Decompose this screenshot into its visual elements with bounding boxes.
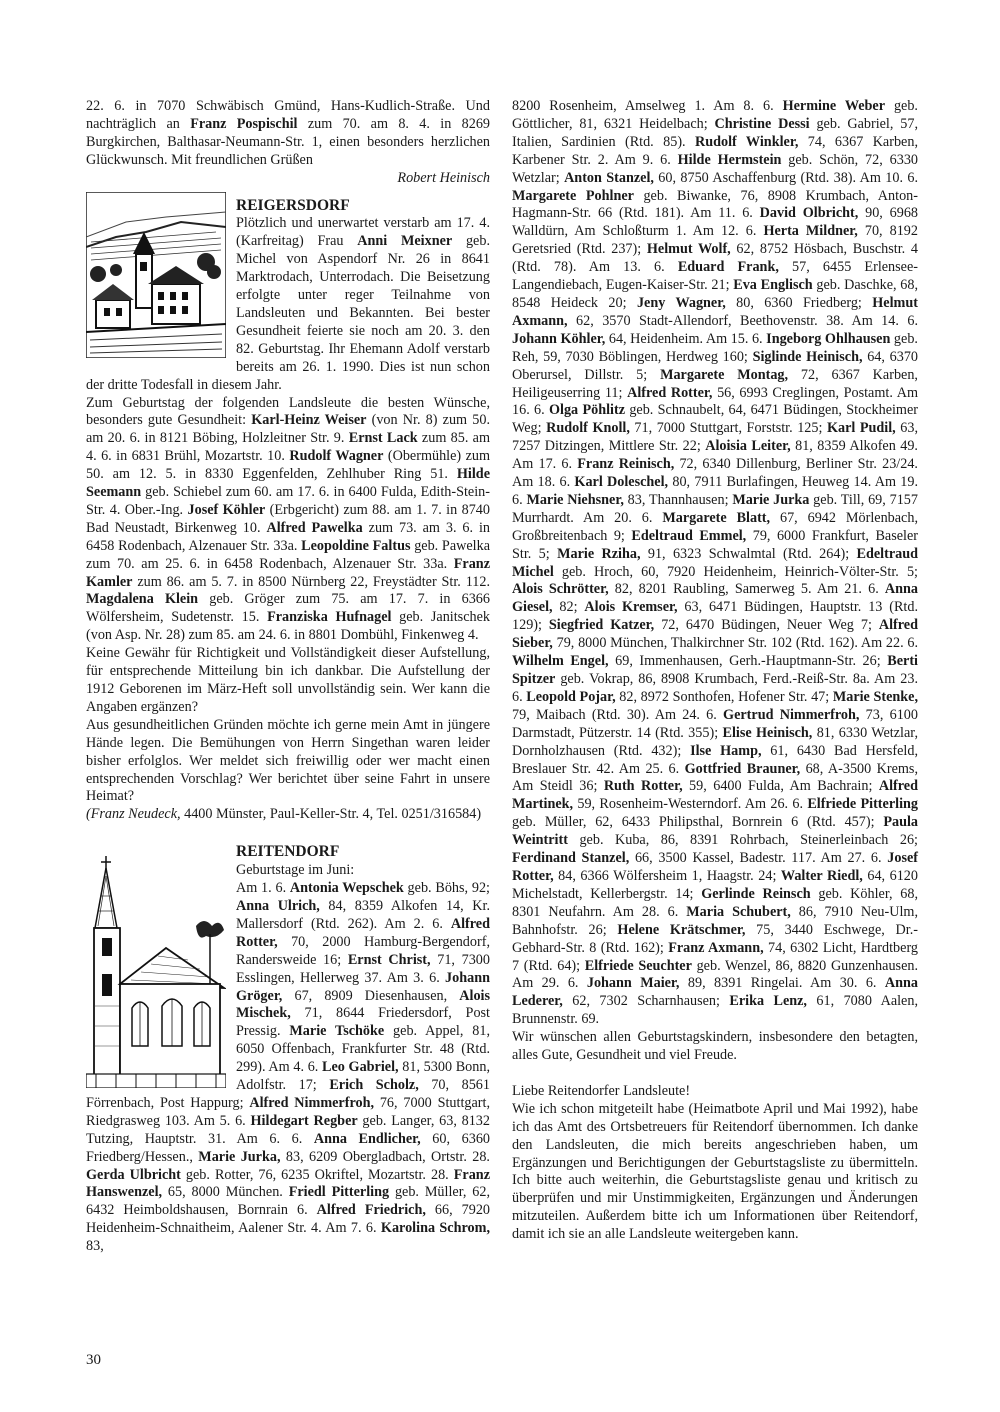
text-run: geb. Biwanke, 76, 8908 Krumbach, Anton-Hagmann-Str. 66 (Rtd. 181). Am 11. 6. <box>512 187 919 222</box>
person-name: Marie Jurka, <box>198 1148 281 1165</box>
text-run: 66, 7920 Heidenheim-Schnaitheim, Aalener Str. 4. Am 7. 6. <box>86 1202 491 1237</box>
person-name: Siegfried Katzer, <box>548 617 655 634</box>
person-name: Gottfried Brauner, <box>684 760 801 777</box>
person-name: Helmut Wolf, <box>646 241 731 258</box>
text-run: 64, 6120 Michelstadt, Kellerbergstr. 14; <box>512 867 918 902</box>
text-run: 66, 3500 Kassel, Badestr. 117. Am 27. 6. <box>629 850 888 867</box>
text-run: 62, 8752 Hösbach, Buschstr. 4 (Rtd. 78). Am 13. 6. <box>512 241 918 276</box>
person-name: Jeny Wagner, <box>636 294 726 311</box>
person-name: Marie Rziha, <box>557 545 641 562</box>
text-run: 59, Rosenheim-Westerndorf. Am 26. 6. <box>573 796 808 813</box>
text-run: Plötzlich und unerwartet verstarb am 17. 4. (Karfreitag) Frau <box>236 215 490 250</box>
reitendorf-birthdays-continued <box>512 98 918 1029</box>
text-run: 81, 8359 Alkofen 49. Am 17. 6. <box>512 438 918 473</box>
text-run: geb. Schiebel zum 60. am 17. 6. in 6400 Fulda, Edith-Stein-Str. 4. Ober.-Ing. <box>86 484 490 518</box>
text-run: 72, 6340 Dillenburg, Berliner Str. 23/24. Am 18. 6. <box>512 456 918 491</box>
person-name: David Olbricht, <box>759 205 859 222</box>
person-name: Hildegart Regber <box>250 1112 358 1129</box>
text-run: 60, 6360 Friedberg/Hessen., <box>86 1130 491 1165</box>
person-name: Franz Kamler <box>86 555 490 590</box>
text-run: 84, 6366 Wölfersheim 1, Haagstr. 24; <box>553 867 781 884</box>
person-name: Magdalena Klein <box>86 591 199 608</box>
text-run: 81, 6330 Wetzlar, Dornholzhausen (Rtd. 432); <box>512 724 918 759</box>
text-run: 69, Immenhausen, Gerh.-Hauptmann-Str. 26; <box>608 653 888 670</box>
text-run: 84, 8359 Alkofen 14, Kr. Mallersdorf (Rtd. 262). Am 2. 6. <box>236 897 490 932</box>
person-name: Johann Köhler, <box>512 330 606 347</box>
text-run: Am 1. 6. <box>236 880 290 897</box>
person-name: Anna Lederer, <box>512 975 919 1010</box>
text-run: geb. Schnaubelt, 64, 6471 Büdingen, Stockheimer Weg; <box>512 402 918 437</box>
text-run: 82, 8201 Raubling, Samerweg 5. Am 21. 6. <box>608 581 885 598</box>
person-name: Elfriede Pitterling <box>807 796 918 813</box>
person-name: Helene Krätschmer, <box>617 921 746 938</box>
text-run: 75, 3440 Eschwege, Dr.-Gebhard-Str. 8 (Rtd. 162); <box>512 921 918 956</box>
text-run: geb. Langer, 63, 8132 Tutzing, Hauptstr. 31. Am 6. 6. <box>86 1112 490 1147</box>
person-name: Ernst Christ, <box>347 951 431 968</box>
text-run: 90, 6968 Walldürn, Am Schloßturm 1. Am 12. 6. <box>512 205 919 240</box>
text-run: 71, 7000 Stuttgart, Forststr. 125; <box>629 420 827 437</box>
person-name: Gerlinde Reinsch <box>701 885 811 902</box>
text-run: 61, 6430 Bad Hersfeld, Breslauer Str. 42. Am 25. 6. <box>512 742 919 777</box>
text-run: 68, A-3500 Krems, Am Steidl 36; <box>512 760 919 795</box>
text-run: zum 86. am 5. 7. in 8500 Nürnberg 22, Freystädter Str. 112. <box>132 573 490 590</box>
text-run: zum 85. am 4. 6. in 6831 Brühl, Mozartstr. 10. <box>86 430 490 465</box>
text-run: geb. Daschke, 68, 8548 Heideck 20; <box>512 277 918 311</box>
signature-line <box>86 170 490 188</box>
right-column <box>512 98 918 1244</box>
text-run: 70, 2000 Hamburg-Bergendorf, Randersweide 16; <box>236 933 490 968</box>
person-name: Alfred Martinek, <box>512 778 918 813</box>
person-name: Hilde Seemann <box>86 466 490 501</box>
text-run: 67, 8909 Diesenhausen, <box>282 987 460 1004</box>
person-name: Margarete Pohlner <box>512 187 634 204</box>
text-run: 76, 7000 Stuttgart, Riedgrasweg 103. Am 5. 6. <box>86 1094 490 1129</box>
text-run: 79, 6000 Frankfurt, Baseler Str. 5; <box>512 527 918 562</box>
reigersdorf-heading: REIGERSDORF <box>236 196 350 214</box>
text-run: geb. Wenzel, 86, 8820 Gunzenhausen. Am 29. 6. <box>512 957 919 992</box>
text-run: 8200 Rosenheim, Amselweg 1. Am 8. 6. <box>512 98 783 114</box>
person-name: Rudolf Knoll, <box>546 420 630 437</box>
person-name: Hermine Weber <box>782 98 886 114</box>
person-name: Berti Spitzer <box>512 653 918 687</box>
person-name: Leopoldine Faltus <box>301 537 411 554</box>
person-name: Ernst Lack <box>348 430 418 447</box>
text-run: 64, 6370 Oberursel, Dillstr. 5; <box>512 348 919 383</box>
text-run: 79, Maibach (Rtd. 30). Am 24. 6. <box>512 706 724 723</box>
person-name: Gerda Ulbricht <box>86 1166 181 1183</box>
person-name: Rudolf Wagner <box>289 448 384 465</box>
text-run: geb. Vokrap, 86, 8908 Krumbach, Ferd.-Reiß-Str. 8a. Am 23. 6. <box>512 671 918 705</box>
person-name: Erich Scholz, <box>329 1077 419 1094</box>
reigersdorf-resignation: Aus gesundheitlichen Gründen möchte ich gerne mein Amt in jüngere Hände legen. Die Bemühungen von Herrn Singethan waren leider bisher erfolglos. Wer meldet sich freiwillig oder wer macht einen entsprechenden Vorschlag? Wer berichtet über seine Fahrt in unsere Heimat? <box>86 716 490 805</box>
person-name: Paula Weintritt <box>512 814 918 849</box>
text-run: geb. Appel, 81, 6050 Offenbach, Frankfurter Str. 48 (Rtd. 299). Am 4. 6. <box>236 1023 490 1076</box>
reigersdorf-illustration <box>86 192 226 358</box>
person-name: Alfred Friedrich, <box>316 1202 426 1219</box>
person-name: Rudolf Winkler, <box>695 133 799 150</box>
text-run: 73, 6100 Darmstadt, Pützerstr. 14 (Rtd. 355); <box>512 706 918 741</box>
text-run: 82; <box>552 599 585 616</box>
person-name: Elise Heinisch, <box>722 724 813 741</box>
text-run: 81, 5300 Bonn, Adolfstr. 17; <box>236 1059 490 1094</box>
text-run: 72, 6367 Karben, Heiligeuserring 11; <box>512 366 918 401</box>
person-name: Anton Stanzel, <box>564 169 654 186</box>
text-run: geb. Rotter, 76, 6235 Okriftel, Mozartstr. 28. <box>180 1166 454 1183</box>
text-run: 61, 7080 Aalen, Brunnenstr. 69. <box>512 993 918 1028</box>
person-name: Johann Gröger, <box>236 969 490 1004</box>
left-column <box>86 98 490 1256</box>
text-run: 74, 6367 Karben, Karbener Str. 2. Am 9. 6. <box>512 133 918 168</box>
person-name: Karl Pudil, <box>826 420 896 437</box>
text-run: geb. Pawelka zum 70. am 25. 6. in 6458 Rodenbach, Alzenauer Str. 33a. <box>86 537 490 572</box>
person-name: Anna Endlicher, <box>313 1130 421 1147</box>
person-name: Erika Lenz, <box>729 993 807 1010</box>
text-run: geb. Göttlicher, 81, 6321 Heidelbach; <box>512 98 918 132</box>
text-run: 59, 6400 Fulda, Am Bachrain; <box>682 778 879 795</box>
text-run: Zum Geburtstag der folgenden Landsleute die besten Wünsche, besonders gute Gesundheit: <box>86 394 490 429</box>
text-run: geb. Gabriel, 57, Italien, Sardinien (Rtd. 85). <box>512 115 918 150</box>
person-name: Friedl Pitterling <box>288 1184 390 1201</box>
person-name: Anni Meixner <box>357 233 453 250</box>
person-name: Karl-Heinz Weiser <box>251 412 367 429</box>
person-name: Josef Köhler <box>187 501 266 518</box>
person-name: Wilhelm Engel, <box>512 653 609 670</box>
person-name: Alois Mischek, <box>236 987 490 1022</box>
person-name: Ruth Rotter, <box>603 778 683 795</box>
text-run: 62, 3570 Stadt-Allendorf, Beethovenstr. 38. Am 14. 6. <box>567 312 918 329</box>
text-run: 60, 8750 Aschaffenburg (Rtd. 38). Am 10. 6. <box>653 169 919 186</box>
person-name: Franziska Hufnagel <box>267 609 392 626</box>
person-name: Alfred Sieber, <box>512 617 918 652</box>
signature: Robert Heinisch <box>397 169 490 186</box>
person-name: Marie Niehsner, <box>526 491 624 508</box>
person-name: Gertrud Nimmerfroh, <box>723 706 860 723</box>
text-run: 57, 6455 Erlensee-Langendiebach, Eugen-Kaiser-Str. 21; <box>512 259 918 294</box>
person-name: Leo Gabriel, <box>322 1059 399 1076</box>
person-name: Edeltraud Michel <box>512 545 918 580</box>
person-name: Ferdinand Stanzel, <box>512 850 630 867</box>
text-run: 79, 8000 München, Thalkirchner Str. 102 (Rtd. 162). Am 22. 6. <box>552 635 918 652</box>
reigersdorf-contact <box>86 806 490 824</box>
person-name: Franz Reinisch, <box>577 456 675 473</box>
text-run: geb. Michel von Aspendorf Nr. 26 in 8641 Marktrodach, Unterrodach. Die Beisetzung erfolgte unter reger Teilnahme von Landsleuten und Bekannten. Bei bester Gesundheit feierte sie noch am 20. 3. den 82. Geburtstag. Ihr Ehemann Adolf verstarb bereits am 26. 1. 1990. Dies ist nun schon der dritte Todesfall in diesem Jahr. <box>86 233 490 393</box>
text-run: 80, 6360 Friedberg; <box>725 294 873 311</box>
person-name: Marie Tschöke <box>289 1023 385 1040</box>
person-name: Olga Pöhlitz <box>548 402 626 419</box>
person-name: Eva Englisch <box>733 277 813 294</box>
text-run: (Erbgericht) zum 88. am 1. 7. in 8740 Bad Neustadt, Birkenweg 10. <box>86 501 490 536</box>
text-run: 74, 6302 Licht, Hardtberg 7 (Rtd. 64); <box>512 939 918 974</box>
person-name: Hilde Hermstein <box>677 151 782 168</box>
text-run: 72, 6470 Büdingen, Neuer Weg 7; <box>654 617 879 634</box>
letter-greeting: Liebe Reitendorfer Landsleute! <box>512 1082 691 1099</box>
text-run: 89, 8391 Ringelai. Am 30. 6. <box>679 975 885 992</box>
text-run: 65, 8000 München. <box>162 1184 289 1201</box>
text-run: 71, 8644 Friedersdorf, Post Pressig. <box>236 1005 490 1040</box>
person-name: Eduard Frank, <box>677 259 779 276</box>
text-run: (Obermühle) zum 50. am 12. 5. in 8330 Eggenfelden, Zehlhuber Ring 51. <box>86 448 490 483</box>
page-number: 30 <box>86 1352 101 1368</box>
text-run: 83, Thannhausen; <box>623 491 733 508</box>
text-run: geb. Hroch, 60, 7920 Heidenheim, Heinrich-Völter-Str. 5; <box>553 563 918 580</box>
text-run: 64, Heidenheim. Am 15. 6. <box>605 330 767 347</box>
text-run: 4400 Münster, Paul-Keller-Str. 4, Tel. 0251/316584) <box>180 806 482 823</box>
text-run: geb. Kuba, 86, 8391 Rohrbach, Steinerleinbach 26; <box>567 832 918 849</box>
person-name: Elfriede Seuchter <box>584 957 692 974</box>
person-name: Aloisia Leiter, <box>705 438 791 455</box>
text-run: 22. 6. in 7070 Schwäbisch Gmünd, Hans-Kudlich-Straße. Und nachträglich an <box>86 98 490 132</box>
person-name: Marie Jurka <box>732 491 810 508</box>
text-run: zum 70. am 8. 4. in 8269 Burgkirchen, Balthasar-Neumann-Str. 1, einen besonders herzlichen Glückwunsch. Mit freundlichen Grüßen <box>86 115 491 168</box>
person-name: Christine Dessi <box>714 115 810 132</box>
text-run: geb. Müller, 62, 6432 Heimboldshausen, Bornrain 6. <box>86 1184 490 1219</box>
person-name: Josef Rotter, <box>512 850 918 884</box>
text-run: zum 73. am 3. 6. in 6458 Rodenbach, Alzenauer Str. 33a. <box>86 519 490 554</box>
reigersdorf-disclaimer: Keine Gewähr für Richtigkeit und Vollständigkeit dieser Aufstellung, für entsprechende Mitteilung bin ich dankbar. Die Aufstellung der 1912 Geborenen im März-Heft soll unvollständig sein. Wer kann die Angaben ergänzen? <box>86 645 490 715</box>
text-run: 86, 7910 Neu-Ulm, Bahnhofstr. 26; <box>512 903 918 938</box>
person-name: Antonia Wepschek <box>289 880 404 897</box>
reitendorf-heading: REITENDORF <box>236 843 340 861</box>
text-run: 70, 8192 Geretsried (Rtd. 237); <box>512 223 918 258</box>
text-run: geb. Müller, 62, 6433 Philipsthal, Bornrein 6 (Rtd. 457); <box>512 814 884 831</box>
intro-paragraph <box>86 98 490 170</box>
person-name: Anna Giesel, <box>512 581 919 616</box>
person-name: Marie Stenke, <box>832 688 918 705</box>
reigersdorf-birthdays <box>86 395 490 646</box>
person-name: Edeltraud Emmel, <box>631 527 747 544</box>
person-name: Herta Mildner, <box>763 223 858 240</box>
person-name: Alois Kremser, <box>584 599 678 616</box>
person-name: Siglinde Heinisch, <box>752 348 863 365</box>
text-run: 56, 6993 Creglingen, Postamt. Am 16. 6. <box>512 384 918 419</box>
person-name: Franz Pospischil <box>190 115 298 132</box>
person-name: Franz Axmann, <box>668 939 764 956</box>
text-run: 70, 8561 Förrenbach, Post Happurg; <box>86 1077 490 1111</box>
person-name: Helmut Axmann, <box>512 294 918 329</box>
person-name: Alfred Rotter, <box>236 915 490 950</box>
text-run: 80, 7911 Burlafingen, Heuweg 14. Am 19. 6. <box>512 474 918 508</box>
text-run: 83, 6209 Obergladbach, Ortstr. 28. <box>280 1148 490 1165</box>
text-run: 63, 7257 Ditzingen, Mittlere Str. 22; <box>512 420 918 455</box>
text-run: 83, <box>86 1238 104 1255</box>
person-name: Walter Riedl, <box>780 867 863 884</box>
text-run: (von Nr. 8) zum 50. am 20. 6. in 8121 Böbing, Holzleitner Str. 9. <box>86 412 490 447</box>
person-name: Alois Schrötter, <box>512 581 609 598</box>
text-run: geb. Reh, 59, 7030 Böblingen, Herdweg 160; <box>512 330 918 365</box>
text-run: 91, 6323 Schwalmtal (Rtd. 264); <box>640 545 857 562</box>
reitendorf-illustration <box>86 856 226 1088</box>
person-name: Margarete Blatt, <box>662 509 771 526</box>
person-name: Karolina Schrom, <box>380 1220 490 1237</box>
person-name: Margarete Montag, <box>660 366 789 383</box>
person-name: Anna Ulrich, <box>236 897 320 914</box>
person-name: Alfred Rotter, <box>627 384 713 401</box>
text-run: 67, 6942 Mörlenbach, Großbreitenbach 9; <box>512 509 918 544</box>
text-run: geb. Till, 69, 7157 Murrhardt. Am 20. 6. <box>512 491 918 526</box>
person-name: Alfred Pawelka <box>266 519 363 536</box>
text-run: 62, 7302 Scharnhausen; <box>562 993 730 1010</box>
text-run: geb. Köhler, 68, 8301 Neufahrn. Am 28. 6. <box>512 885 918 920</box>
text-run: geb. Schön, 72, 6330 Wetzlar; <box>512 151 919 186</box>
text-run: 63, 6471 Büdingen, Hauptstr. 13 (Rtd. 129); <box>512 599 918 634</box>
text-run: 71, 7300 Esslingen, Hellerweg 37. Am 3. 6. <box>236 951 490 986</box>
text-run: 82, 8972 Sonthofen, Hofener Str. 47; <box>615 688 833 705</box>
person-name: Leopold Pojar, <box>526 688 616 705</box>
person-name: Ingeborg Ohlhausen <box>766 330 891 347</box>
text-run: (Franz Neudeck, <box>86 806 181 823</box>
wishes-paragraph: Wir wünschen allen Geburtstagskindern, insbesondere den betagten, alles Gute, Gesundheit und viel Freude. <box>512 1029 918 1064</box>
text-run: geb. Gröger zum 75. am 17. 7. in 6366 Wölfersheim, Sudetenstr. 15. <box>86 591 490 626</box>
text-run: geb. Janitschek (von Asp. Nr. 28) zum 85. am 24. 6. in 8801 Dombühl, Finkenweg 4. <box>86 609 490 644</box>
person-name: Johann Maier, <box>586 975 680 992</box>
text-run: geb. Böhs, 92; <box>403 880 490 897</box>
person-name: Ilse Hamp, <box>690 742 762 759</box>
person-name: Karl Doleschel, <box>574 474 669 491</box>
village-drawing <box>86 192 226 358</box>
letter-body: Wie ich schon mitgeteilt habe (Heimatbote April und Mai 1992), habe ich das Amt des Ortsbetreuers für Reitendorf übernommen. Ich danke den Landsleuten, die mich bereits angeschrieben haben, um Ergänzungen und Berichtigungen der Geburtstagsliste zu übermitteln. Ich bitte auch weiterhin, die Geburtstagsliste genau und kritisch zu überprüfen und mir Unstimmigkeiten, Ergänzungen und Änderungen mitzuteilen. Außerdem bitte ich um Informationen über Reitendorf, damit ich sie an alle Landsleute weitergeben kann. <box>512 1100 918 1243</box>
person-name: Maria Schubert, <box>686 903 791 920</box>
person-name: Alfred Nimmerfroh, <box>249 1094 375 1111</box>
reitendorf-subheading: Geburtstage im Juni: <box>236 862 355 879</box>
church-drawing <box>86 856 226 1088</box>
person-name: Franz Hanswenzel, <box>86 1166 490 1201</box>
